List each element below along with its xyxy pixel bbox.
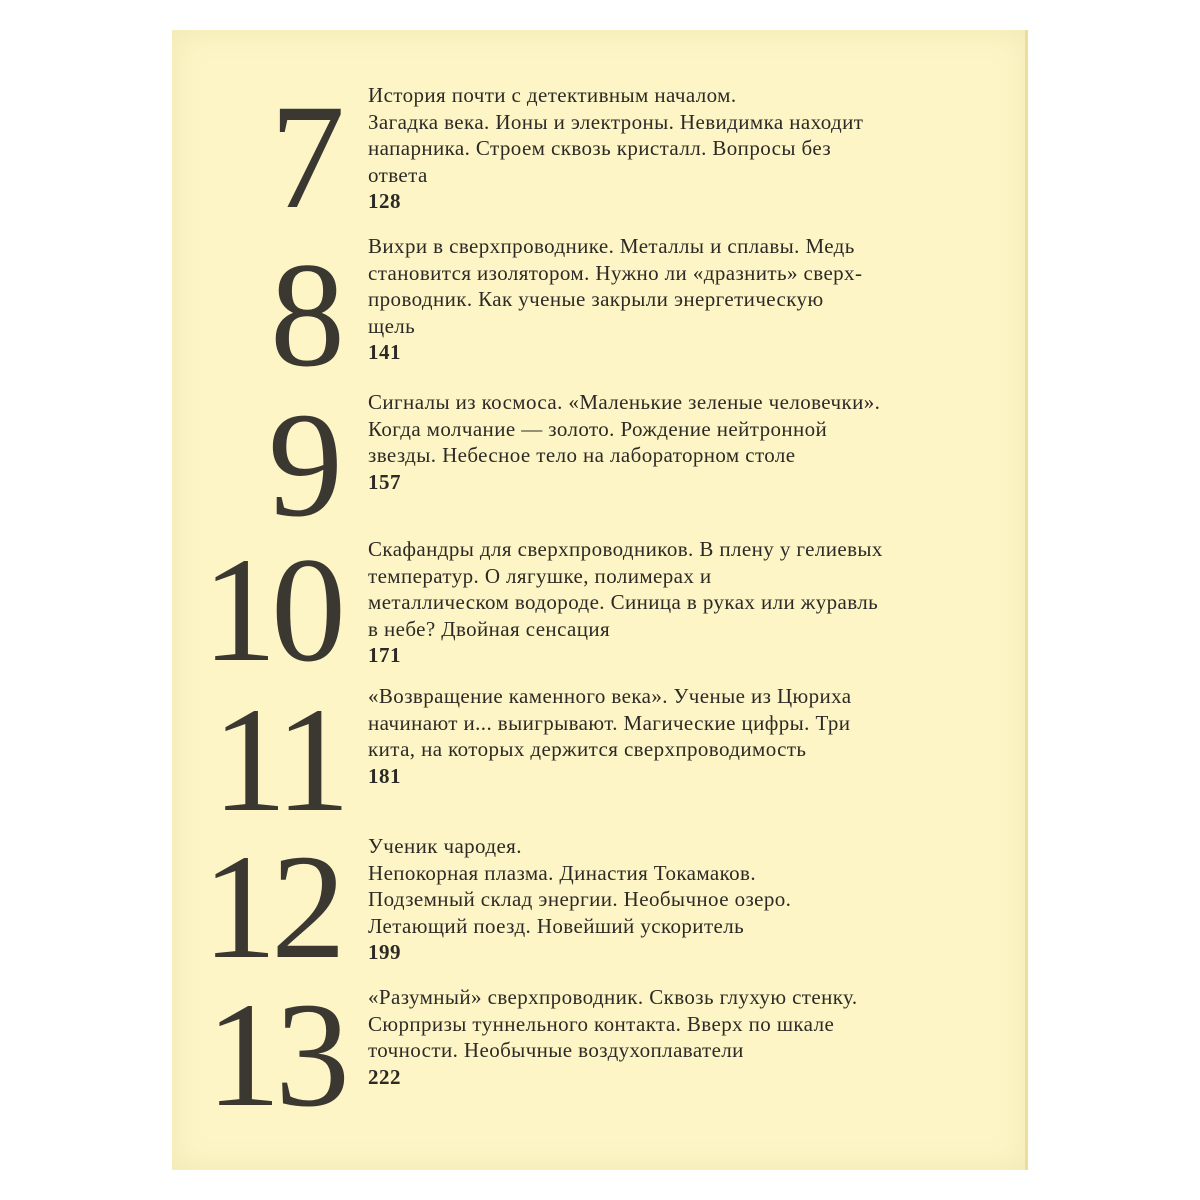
description-line: «Возвращение каменного века». Ученые из Цюриха <box>368 684 852 708</box>
description-line: История почти с детективным началом. <box>368 83 737 107</box>
book-page <box>172 30 1028 1170</box>
chapter-description <box>368 984 988 1090</box>
description-line: Ученик чародея. <box>368 834 522 858</box>
description-line: Загадка века. Ионы и электроны. Невидимка находит <box>368 109 864 134</box>
description-line: температур. О лягушке, полимерах и <box>368 563 712 588</box>
page-number: 171 <box>368 643 401 667</box>
page-number: 141 <box>368 340 401 364</box>
description-line: кита, на которых держится сверхпроводимость <box>368 737 807 761</box>
description-line: «Разумный» сверхпроводник. Сквозь глухую стенку. <box>368 985 858 1009</box>
page-number: 128 <box>368 189 401 213</box>
page-number: 181 <box>368 763 401 788</box>
description-line: металлическом водороде. Синица в руках или журавль <box>368 590 879 614</box>
chapter-description <box>368 536 988 669</box>
page-number: 222 <box>368 1064 401 1089</box>
description-line: Сигналы из космоса. «Маленькие зеленые человечки». <box>368 390 881 414</box>
chapter-number: 11 <box>212 677 345 843</box>
description-line: Сюрпризы туннельного контакта. Вверх по шкале <box>368 1011 835 1036</box>
description-line: в небе? Двойная сенсация <box>368 616 611 641</box>
page-number: 157 <box>368 469 401 494</box>
chapter-description <box>368 82 988 215</box>
description-line: щель <box>368 313 416 338</box>
chapter-number: 8 <box>270 232 339 398</box>
description-line: Скафандры для сверхпроводников. В плену у гелиевых <box>368 537 883 561</box>
chapter-number: 12 <box>202 824 340 990</box>
description-line: проводник. Как ученые закрыли энергетическую <box>368 287 824 311</box>
description-line: ответа <box>368 162 428 187</box>
chapter-description <box>368 683 988 789</box>
description-line: точности. Необычные воздухоплаватели <box>368 1038 744 1062</box>
description-line: напарника. Строем сквозь кристалл. Вопросы без <box>368 136 832 160</box>
chapter-description <box>368 389 988 495</box>
chapter-description <box>368 833 988 966</box>
chapter-description <box>368 233 988 366</box>
chapter-number: 10 <box>202 527 340 693</box>
page-edge <box>1025 30 1028 1170</box>
chapter-number: 7 <box>270 74 339 240</box>
description-line: начинают и... выигрывают. Магические цифры. Три <box>368 710 851 735</box>
description-line: звезды. Небесное тело на лабораторном столе <box>368 443 796 467</box>
chapter-number: 13 <box>206 972 344 1138</box>
description-line: Когда молчание — золото. Рождение нейтронной <box>368 416 828 441</box>
description-line: Непокорная плазма. Династия Токамаков. <box>368 860 757 885</box>
page-number: 199 <box>368 940 401 964</box>
description-line: Вихри в сверхпроводнике. Металлы и сплавы. Медь <box>368 234 855 258</box>
description-line: Летающий поезд. Новейший ускоритель <box>368 913 745 938</box>
description-line: Подземный склад энергии. Необычное озеро. <box>368 887 792 911</box>
chapter-number: 9 <box>268 382 337 548</box>
description-line: становится изолятором. Нужно ли «дразнить» сверх- <box>368 260 863 285</box>
